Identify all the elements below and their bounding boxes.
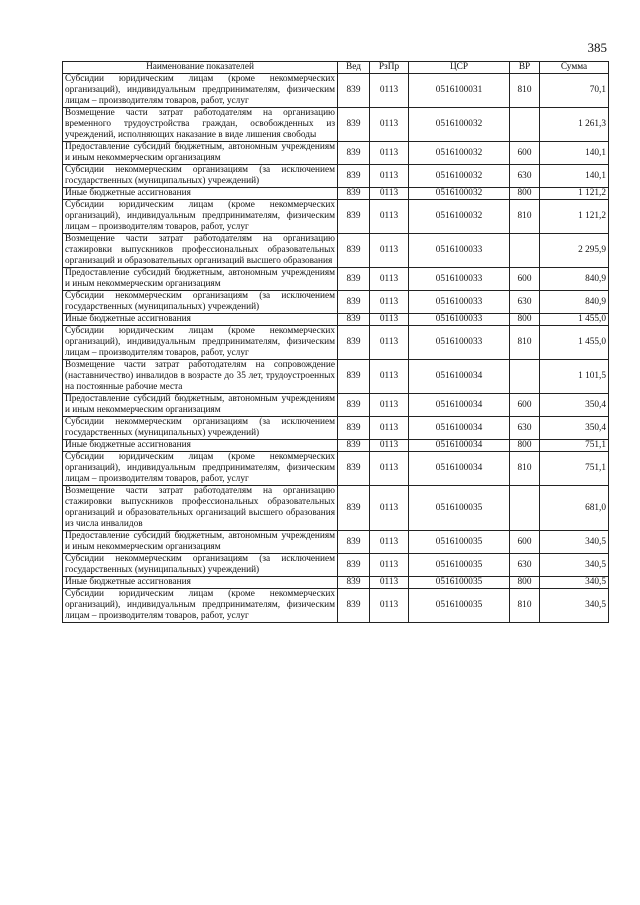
cell-ved: 839 [338, 142, 370, 165]
table-row [63, 314, 609, 326]
table-row [63, 486, 609, 531]
cell-rzpr: 0113 [370, 234, 409, 268]
cell-rzpr: 0113 [370, 268, 409, 291]
cell-csr: 0516100031 [409, 74, 510, 108]
cell-vr: 800 [510, 577, 540, 589]
cell-name: Субсидии юридическим лицам (кроме некоммерческих организаций), индивидуальным предпринимателям, физическим лицам – производителям товаров, работ, услуг [63, 452, 338, 486]
cell-rzpr: 0113 [370, 108, 409, 142]
cell-vr: 810 [510, 326, 540, 360]
cell-name: Субсидии юридическим лицам (кроме некоммерческих организаций), индивидуальным предпринимателям, физическим лицам – производителям товаров, работ, услуг [63, 200, 338, 234]
cell-ved: 839 [338, 234, 370, 268]
cell-ved: 839 [338, 531, 370, 554]
cell-name: Возмещение части затрат работодателям на сопровождение (наставничество) инвалидов в возрасте до 35 лет, трудоустроенных на постоянные рабочие места [63, 360, 338, 394]
cell-rzpr: 0113 [370, 74, 409, 108]
header-csr: ЦСР [409, 62, 510, 74]
cell-vr: 630 [510, 417, 540, 440]
table-row [63, 531, 609, 554]
cell-rzpr: 0113 [370, 577, 409, 589]
cell-csr: 0516100033 [409, 234, 510, 268]
cell-ved: 839 [338, 326, 370, 360]
cell-sum: 140,1 [540, 165, 609, 188]
table-row [63, 394, 609, 417]
cell-vr: 600 [510, 394, 540, 417]
cell-ved: 839 [338, 360, 370, 394]
cell-csr: 0516100032 [409, 108, 510, 142]
cell-sum: 340,5 [540, 577, 609, 589]
cell-rzpr: 0113 [370, 291, 409, 314]
cell-csr: 0516100035 [409, 531, 510, 554]
cell-name: Иные бюджетные ассигнования [63, 440, 338, 452]
cell-name: Субсидии юридическим лицам (кроме некоммерческих организаций), индивидуальным предпринимателям, физическим лицам – производителям товаров, работ, услуг [63, 326, 338, 360]
cell-ved: 839 [338, 268, 370, 291]
cell-sum: 70,1 [540, 74, 609, 108]
cell-vr: 630 [510, 291, 540, 314]
cell-vr: 800 [510, 314, 540, 326]
cell-vr [510, 108, 540, 142]
cell-csr: 0516100034 [409, 394, 510, 417]
table-row [63, 268, 609, 291]
cell-sum: 1 261,3 [540, 108, 609, 142]
cell-ved: 839 [338, 417, 370, 440]
cell-sum: 1 121,2 [540, 188, 609, 200]
cell-sum: 350,4 [540, 417, 609, 440]
cell-rzpr: 0113 [370, 554, 409, 577]
cell-ved: 839 [338, 74, 370, 108]
cell-name: Иные бюджетные ассигнования [63, 188, 338, 200]
table-row [63, 452, 609, 486]
cell-rzpr: 0113 [370, 440, 409, 452]
cell-rzpr: 0113 [370, 531, 409, 554]
cell-csr: 0516100032 [409, 165, 510, 188]
cell-csr: 0516100033 [409, 326, 510, 360]
header-ved: Вед [338, 62, 370, 74]
cell-sum: 1 101,5 [540, 360, 609, 394]
cell-sum: 340,5 [540, 531, 609, 554]
cell-sum: 1 455,0 [540, 314, 609, 326]
cell-csr: 0516100035 [409, 486, 510, 531]
cell-sum: 340,5 [540, 554, 609, 577]
cell-name: Предоставление субсидий бюджетным, автономным учреждениям и иным некоммерческим организациям [63, 142, 338, 165]
page-number: 385 [587, 40, 607, 55]
cell-name: Предоставление субсидий бюджетным, автономным учреждениям и иным некоммерческим организациям [63, 531, 338, 554]
cell-rzpr: 0113 [370, 360, 409, 394]
cell-vr: 810 [510, 74, 540, 108]
cell-ved: 839 [338, 394, 370, 417]
cell-name: Субсидии юридическим лицам (кроме некоммерческих организаций), индивидуальным предпринимателям, физическим лицам – производителям товаров, работ, услуг [63, 74, 338, 108]
table-row [63, 291, 609, 314]
header-vr: ВР [510, 62, 540, 74]
cell-csr: 0516100033 [409, 268, 510, 291]
cell-name: Субсидии некоммерческим организациям (за исключением государственных (муниципальных) учреждений) [63, 417, 338, 440]
cell-vr: 800 [510, 440, 540, 452]
cell-vr: 600 [510, 531, 540, 554]
cell-vr [510, 234, 540, 268]
cell-csr: 0516100035 [409, 577, 510, 589]
cell-sum: 340,5 [540, 589, 609, 623]
cell-rzpr: 0113 [370, 142, 409, 165]
table-row [63, 234, 609, 268]
cell-sum: 840,9 [540, 291, 609, 314]
cell-name: Возмещение части затрат работодателям на организацию временного трудоустройства граждан, освобожденных из учреждений, исполняющих наказание в виде лишения свободы [63, 108, 338, 142]
cell-name: Субсидии юридическим лицам (кроме некоммерческих организаций), индивидуальным предпринимателям, физическим лицам – производителям товаров, работ, услуг [63, 589, 338, 623]
cell-ved: 839 [338, 165, 370, 188]
cell-name: Субсидии некоммерческим организациям (за исключением государственных (муниципальных) учреждений) [63, 291, 338, 314]
cell-vr [510, 486, 540, 531]
cell-ved: 839 [338, 291, 370, 314]
table-row [63, 142, 609, 165]
cell-rzpr: 0113 [370, 314, 409, 326]
cell-vr: 630 [510, 554, 540, 577]
cell-rzpr: 0113 [370, 394, 409, 417]
cell-vr: 600 [510, 142, 540, 165]
table-row [63, 326, 609, 360]
cell-name: Предоставление субсидий бюджетным, автономным учреждениям и иным некоммерческим организациям [63, 268, 338, 291]
table-row [63, 108, 609, 142]
cell-csr: 0516100033 [409, 291, 510, 314]
cell-csr: 0516100032 [409, 188, 510, 200]
cell-ved: 839 [338, 554, 370, 577]
cell-rzpr: 0113 [370, 452, 409, 486]
table-row [63, 74, 609, 108]
cell-csr: 0516100035 [409, 554, 510, 577]
cell-sum: 751,1 [540, 440, 609, 452]
cell-csr: 0516100032 [409, 142, 510, 165]
table-row [63, 417, 609, 440]
cell-name: Иные бюджетные ассигнования [63, 314, 338, 326]
cell-rzpr: 0113 [370, 417, 409, 440]
table-row [63, 188, 609, 200]
cell-ved: 839 [338, 452, 370, 486]
cell-sum: 140,1 [540, 142, 609, 165]
cell-name: Субсидии некоммерческим организациям (за исключением государственных (муниципальных) учреждений) [63, 554, 338, 577]
budget-table [62, 61, 609, 623]
cell-vr: 600 [510, 268, 540, 291]
cell-name: Возмещение части затрат работодателям на организацию стажировки выпускников профессиональных образовательных организаций и образовательных организаций высшего образования из числа инвалидов [63, 486, 338, 531]
cell-sum: 2 295,9 [540, 234, 609, 268]
table-row [63, 554, 609, 577]
table-row [63, 577, 609, 589]
cell-ved: 839 [338, 486, 370, 531]
cell-csr: 0516100032 [409, 200, 510, 234]
cell-sum: 751,1 [540, 452, 609, 486]
cell-name: Иные бюджетные ассигнования [63, 577, 338, 589]
cell-sum: 681,0 [540, 486, 609, 531]
cell-sum: 1 455,0 [540, 326, 609, 360]
table-row [63, 589, 609, 623]
cell-vr: 800 [510, 188, 540, 200]
cell-name: Возмещение части затрат работодателям на организацию стажировки выпускников профессиональных образовательных организаций и образовательных организаций высшего образования [63, 234, 338, 268]
cell-vr: 810 [510, 200, 540, 234]
cell-ved: 839 [338, 108, 370, 142]
cell-ved: 839 [338, 200, 370, 234]
cell-vr: 810 [510, 589, 540, 623]
table-row [63, 165, 609, 188]
cell-rzpr: 0113 [370, 589, 409, 623]
cell-ved: 839 [338, 314, 370, 326]
cell-csr: 0516100034 [409, 452, 510, 486]
cell-ved: 839 [338, 589, 370, 623]
cell-rzpr: 0113 [370, 486, 409, 531]
cell-sum: 840,9 [540, 268, 609, 291]
table-row [63, 440, 609, 452]
table-row [63, 360, 609, 394]
cell-rzpr: 0113 [370, 188, 409, 200]
cell-csr: 0516100035 [409, 589, 510, 623]
cell-csr: 0516100034 [409, 360, 510, 394]
table-header-row [63, 62, 609, 74]
cell-csr: 0516100034 [409, 440, 510, 452]
header-sum: Сумма [540, 62, 609, 74]
cell-ved: 839 [338, 577, 370, 589]
cell-ved: 839 [338, 440, 370, 452]
cell-sum: 1 121,2 [540, 200, 609, 234]
cell-name: Субсидии некоммерческим организациям (за исключением государственных (муниципальных) учреждений) [63, 165, 338, 188]
cell-vr: 630 [510, 165, 540, 188]
cell-rzpr: 0113 [370, 165, 409, 188]
cell-csr: 0516100034 [409, 417, 510, 440]
table-row [63, 200, 609, 234]
cell-ved: 839 [338, 188, 370, 200]
cell-rzpr: 0113 [370, 200, 409, 234]
cell-csr: 0516100033 [409, 314, 510, 326]
cell-name: Предоставление субсидий бюджетным, автономным учреждениям и иным некоммерческим организациям [63, 394, 338, 417]
header-rzpr: РзПр [370, 62, 409, 74]
cell-vr [510, 360, 540, 394]
header-name: Наименование показателей [63, 62, 338, 74]
cell-sum: 350,4 [540, 394, 609, 417]
cell-vr: 810 [510, 452, 540, 486]
cell-rzpr: 0113 [370, 326, 409, 360]
